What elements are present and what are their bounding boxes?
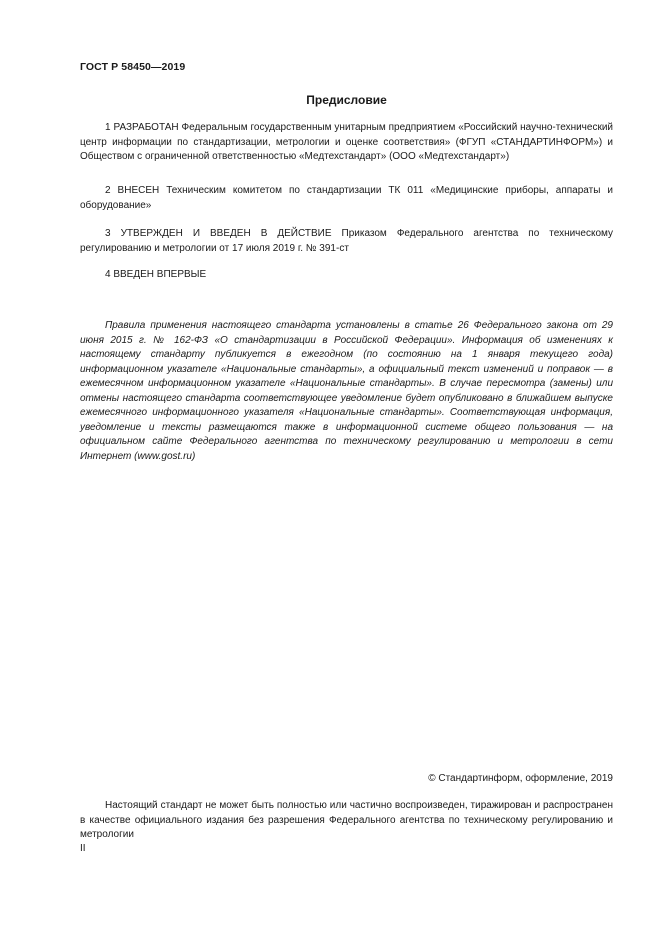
preface-item-approved: 3 УТВЕРЖДЕН И ВВЕДЕН В ДЕЙСТВИЕ Приказом Федерального агентства по техническому регулированию и метрологии от 17 июля 2019 г. № 391-ст: [80, 228, 613, 254]
reproduction-notice: Настоящий стандарт не может быть полностью или частично воспроизведен, тиражирован и распространен в качестве официального издания без разрешения Федерального агентства по техническому регулированию и метрологии: [80, 800, 613, 840]
page-number: II: [80, 843, 86, 854]
preface-item-introduced: 2 ВНЕСЕН Техническим комитетом по стандартизации ТК 011 «Медицинские приборы, аппараты и оборудование»: [80, 185, 613, 211]
copyright-line: © Стандартинформ, оформление, 2019: [428, 773, 613, 784]
preface-item-first-time: 4 ВВЕДЕН ВПЕРВЫЕ: [105, 269, 207, 280]
standard-id: ГОСТ Р 58450—2019: [80, 61, 186, 73]
application-rules-notice: Правила применения настоящего стандарта установлены в статье 26 Федерального закона от 29 июня 2015 г. № 162-ФЗ «О стандартизации в Российской Федерации». Информация об изменениях к настоящему стандарту публикуется в ежегодном (по состоянию на 1 января текущего года) информационном указателе «Национальные стандарты», а официальный текст изменений и поправок — в ежемесячном информационном указателе «Национальные стандарты». В случае пересмотра (замены) или отмены настоящего стандарта соответствующее уведомление будет опубликовано в ближайшем выпуске ежемесячного информационного указателя «Национальные стандарты». Соответствующая информация, уведомление и тексты размещаются также в информационной системе общего пользования — на официальном сайте Федерального агентства по техническому регулированию и метрологии в сети Интернет (www.gost.ru): [80, 320, 613, 462]
page-title: Предисловие: [306, 93, 387, 107]
preface-item-developed: 1 РАЗРАБОТАН Федеральным государственным унитарным предприятием «Российский научно-технический центр информации по стандартизации, метрологии и оценке соответствия» (ФГУП «СТАНДАРТИНФОРМ») и Обществом с ограниченной ответственностью «Медтехстандарт» (ООО «Медтехстандарт»): [80, 122, 613, 162]
